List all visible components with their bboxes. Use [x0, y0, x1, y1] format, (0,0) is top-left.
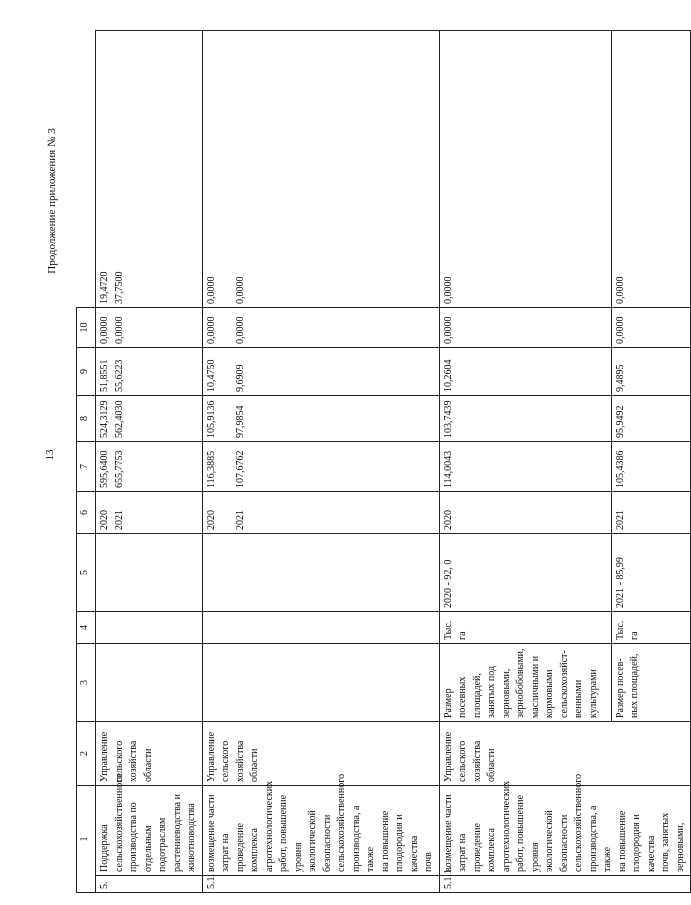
value: 19,4720	[99, 271, 110, 304]
value: 0,0000	[205, 316, 217, 344]
year-cell	[96, 492, 203, 534]
measure-name: возмещение части затрат на проведение комплекса агротехнологических работ, повышение уровня экологической безопасности сельскохозяйственного производства, а также на повышение плодородия и качества почв, занятых зерновыми,	[439, 786, 691, 876]
col6-cell	[96, 442, 203, 492]
target-value	[96, 534, 203, 612]
value: 0,0000	[611, 31, 690, 308]
header-col-5: 5	[77, 534, 96, 612]
value: 0,0000	[439, 31, 611, 308]
value: 0,0000	[611, 308, 690, 348]
year-cell	[202, 492, 439, 534]
year-2021: 2021	[235, 510, 246, 530]
year-2021: 2021	[611, 492, 690, 534]
header-col-6: 6	[77, 492, 96, 534]
value: 0,0000	[439, 308, 611, 348]
target-value: 2021 - 85,99	[611, 534, 690, 612]
value: 10,2604	[439, 348, 611, 396]
col7-cell	[96, 396, 203, 442]
col7-cell	[202, 396, 439, 442]
indicator: Размер посев- ных площадей,	[611, 644, 690, 722]
col8-cell	[202, 348, 439, 396]
value: 9,6909	[235, 364, 246, 392]
indicator: Размер посевных площадей, занятых под зерновыми, зернобобовыми, масличными и кормовыми сельскохозяйст- венными культурами	[439, 644, 611, 722]
year-2020: 2020	[205, 510, 217, 530]
col8-cell	[96, 348, 203, 396]
executor: Управление сельского хозяйства области	[202, 722, 439, 786]
table-row-5-1-1-a	[439, 31, 611, 893]
col10-cell	[202, 31, 439, 308]
value: 0,0000	[235, 276, 246, 304]
value: 0,0000	[113, 316, 125, 344]
col9-cell	[96, 308, 203, 348]
unit: Тыс. га	[439, 612, 611, 644]
value: 0,0000	[235, 316, 246, 344]
row-number: 5.1.	[202, 876, 439, 893]
header-row	[77, 31, 96, 893]
value: 105,9136	[205, 400, 217, 438]
header-col-8: 8	[77, 396, 96, 442]
header-col-3: 3	[77, 644, 96, 722]
header-col-1: 1	[77, 786, 96, 893]
value: 10,4750	[205, 359, 217, 392]
col10-cell	[96, 31, 203, 308]
indicator	[202, 644, 439, 722]
value: 562,4030	[113, 400, 125, 438]
value: 0,0000	[99, 316, 110, 344]
header-col-2: 2	[77, 722, 96, 786]
page-number: 13	[44, 449, 56, 461]
value: 105,4386	[611, 442, 690, 492]
header-col-9: 9	[77, 348, 96, 396]
value: 95,9492	[611, 396, 690, 442]
executor: Управление сельского хозяйства области	[439, 722, 691, 786]
col9-cell	[202, 308, 439, 348]
value: 51,8551	[99, 359, 110, 392]
row-number: 5.1.1.	[439, 876, 691, 893]
col6-cell	[202, 442, 439, 492]
header-col-10: 10	[77, 308, 96, 348]
year-2020: 2020	[439, 492, 611, 534]
unit	[96, 612, 203, 644]
value: 524,3129	[99, 400, 110, 438]
measure-name: возмещение части затрат на проведение комплекса агротехнологических работ, повышение уровня экологической безопасности сельскохозяйственного производства, а также на повышение плодородия и качества почв	[202, 786, 439, 876]
program-table	[76, 30, 691, 893]
rotated-table-wrapper	[76, 30, 686, 893]
value: 595,6400	[99, 450, 110, 488]
value: 116,3885	[205, 450, 217, 488]
row-number: 5.	[96, 876, 203, 893]
value: 114,0043	[439, 442, 611, 492]
value: 0,0000	[205, 276, 217, 304]
executor: Управление сельского хозяйства области	[96, 722, 203, 786]
header-col-4: 4	[77, 612, 96, 644]
unit	[202, 612, 439, 644]
value: 37,7500	[113, 271, 125, 304]
year-2021: 2021	[113, 510, 125, 530]
year-2020: 2020	[99, 510, 110, 530]
header-col-7: 7	[77, 442, 96, 492]
value: 107,6762	[235, 450, 246, 488]
value: 97,9854	[235, 405, 246, 438]
value: 55,6223	[113, 359, 125, 392]
target-value	[202, 534, 439, 612]
value: 9,4895	[611, 348, 690, 396]
table-row-5	[96, 31, 203, 893]
value: 103,7439	[439, 396, 611, 442]
value: 655,7753	[113, 450, 125, 488]
unit: Тыс. га	[611, 612, 690, 644]
target-value: 2020 - 92, 0	[439, 534, 611, 612]
indicator	[96, 644, 203, 722]
measure-name: Поддержка сельскохозяйственного производства по отдельным подотраслям растениеводства и животноводства	[96, 786, 203, 876]
table-row-5-1	[202, 31, 439, 893]
continuation-title: Продолжение приложения № 3	[46, 128, 58, 274]
